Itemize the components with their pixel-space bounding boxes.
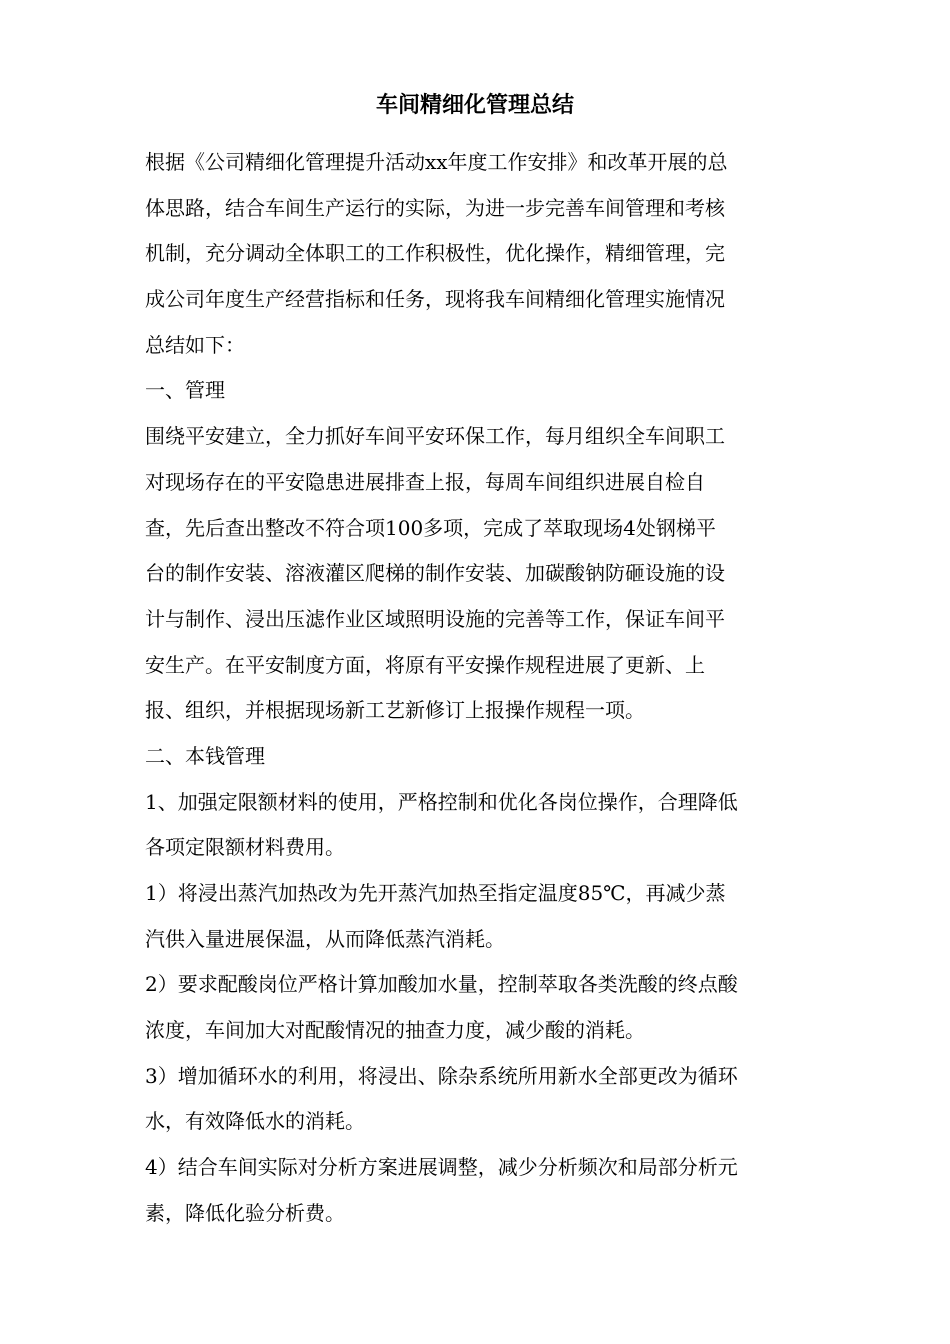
- paragraph-line: 查，先后查出整改不符合项100多项，完成了萃取现场4处钢梯平: [145, 515, 716, 540]
- paragraph-line: 安生产。在平安制度方面，将原有平安操作规程进展了更新、上: [145, 652, 705, 677]
- paragraph-line: 总结如下：: [145, 332, 245, 357]
- paragraph-line: 1）将浸出蒸汽加热改为先开蒸汽加热至指定温度85℃，再减少蒸: [145, 881, 726, 905]
- paragraph-line: 根据《公司精细化管理提升活动xx年度工作安排》和改革开展的总: [145, 150, 728, 174]
- paragraph-line: 4）结合车间实际对分析方案进展调整，减少分析频次和局部分析元: [145, 1155, 738, 1180]
- paragraph-line: 计与制作、浸出压滤作业区域照明设施的完善等工作，保证车间平: [145, 606, 725, 631]
- paragraph-line: 汽供入量进展保温，从而降低蒸汽消耗。: [145, 926, 505, 951]
- document-body: [145, 140, 810, 1237]
- paragraph-line: 3）增加循环水的利用，将浸出、除杂系统所用新水全部更改为循环: [145, 1063, 738, 1088]
- paragraph-line: 对现场存在的平安隐患进展排查上报，每周车间组织进展自检自: [145, 469, 705, 494]
- paragraph-line: 1、加强定限额材料的使用，严格控制和优化各岗位操作，合理降低: [145, 789, 738, 814]
- paragraph-line: 素，降低化验分析费。: [145, 1200, 345, 1225]
- paragraph-line: 体思路，结合车间生产运行的实际，为进一步完善车间管理和考核: [145, 195, 725, 220]
- section-heading: 一、管理: [145, 378, 225, 403]
- paragraph-line: 围绕平安建立，全力抓好车间平安环保工作，每月组织全车间职工: [145, 424, 725, 449]
- section-heading: 二、本钱管理: [145, 743, 265, 768]
- paragraph-line: 报、组织，并根据现场新工艺新修订上报操作规程一项。: [145, 698, 645, 723]
- paragraph-line: 2）要求配酸岗位严格计算加酸加水量，控制萃取各类洗酸的终点酸: [145, 972, 738, 997]
- paragraph-line: 水，有效降低水的消耗。: [145, 1109, 365, 1134]
- paragraph-line: 成公司年度生产经营指标和任务，现将我车间精细化管理实施情况: [145, 287, 725, 312]
- document-title: 车间精细化管理总结: [375, 93, 574, 118]
- paragraph-line: 各项定限额材料费用。: [145, 835, 345, 860]
- paragraph-line: 浓度，车间加大对配酸情况的抽查力度，减少酸的消耗。: [145, 1018, 645, 1043]
- paragraph-line: 机制，充分调动全体职工的工作积极性，优化操作，精细管理，完: [145, 241, 725, 266]
- paragraph-line: 台的制作安装、溶液灌区爬梯的制作安装、加碳酸钠防砸设施的设: [145, 561, 725, 586]
